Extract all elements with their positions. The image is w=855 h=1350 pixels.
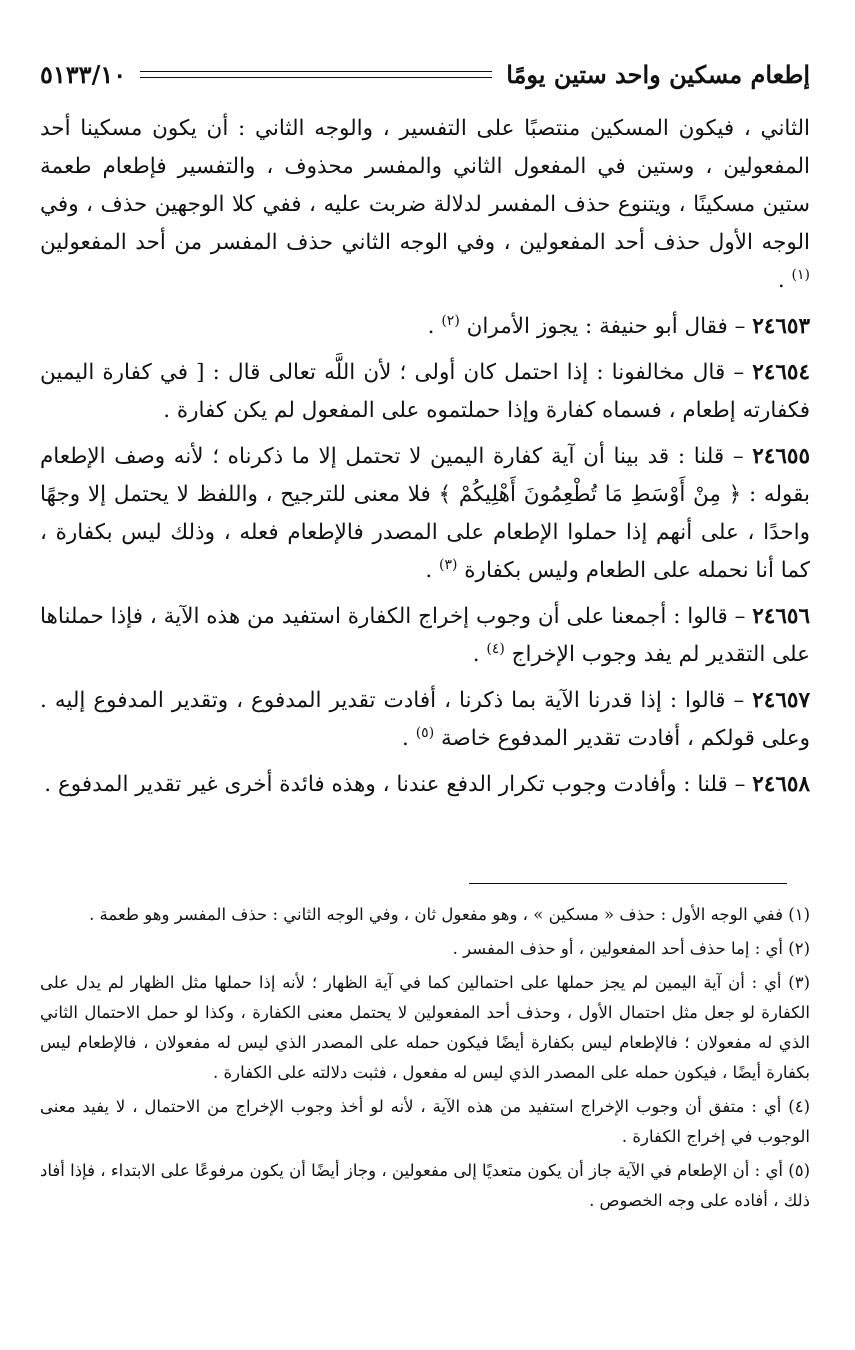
footnote: (٣) أي : أن آية اليمين لم يجز حملها على احتمالين كما في آية الظهار ؛ لأنه إذا حملها مثل الظهار لم يدل على الكفارة لو جعل مثل احتمال الأول ، وحذف أحد المفعولين لا يحتمل معنى الكفارة ، وكذا لو حمل الاحتمال الثاني الذي له مفعولان ؛ فالإطعام ليس بكفارة أيضًا فيكون حمله على المصدر الذي ليس له مفعولان ، فالإطعام ليس بكفارة أيضًا ، فيكون حمله على المصدر الذي ليس له مفعول ، فثبت دلالته على الكفارة . xyxy=(40,973,810,1082)
issue-paragraph: ٢٤٦٥٣ – فقال أبو حنيفة : يجوز الأمران $^{(٢)}$ . xyxy=(427,312,810,339)
issue-number: ٢٤٦٥٣ xyxy=(752,314,810,339)
issue-paragraph: ٢٤٦٥٦ – قالوا : أجمعنا على أن وجوب إخراج الكفارة استفيد من هذه الآية ، فإذا حملناها على التقدير لم يفد وجوب الإخراج $^{(٤)}$ . xyxy=(40,604,810,667)
issue-paragraph: ٢٤٦٥٥ – قلنا : قد بينا أن آية كفارة اليمين لا تحتمل إلا ما ذكرناه ؛ لأنه وصف الإطعام بقوله : ﴿ مِنْ أَوْسَطِ مَا تُطْعِمُونَ أَهْلِيكُمْ ﴾ فلا معنى للترجيح ، واللفظ لا يحتمل إلا وجهًا واحدًا ، على أنهم إذا حملوا الإطعام على المصدر فالإطعام فعله ، وذلك ليس بكفارة ، كما أنا نحمله على الطعام وليس بكفارة $^{(٣)}$ . xyxy=(40,444,810,583)
issue-paragraph: ٢٤٦٥٨ – قلنا : وأفادت وجوب تكرار الدفع عندنا ، وهذه فائدة أخرى غير تقدير المدفوع . xyxy=(44,772,810,797)
issue-text: قلنا : قد بينا أن آية كفارة اليمين لا تحتمل إلا ما ذكرناه ؛ لأنه وصف الإطعام بقوله : xyxy=(40,444,810,507)
issue-paragraph: ٢٤٦٥٧ – قالوا : إذا قدرنا الآية بما ذكرنا ، أفادت تقدير المدفوع ، وتقدير المدفوع إليه . وعلى قولكم ، أفادت تقدير المدفوع خاصة $^{(٥)}$ . xyxy=(40,688,810,751)
intro-text: الثاني ، فيكون المسكين منتصبًا على التفسير ، والوجه الثاني : أن يكون مسكينا أحد المفعولين ، وستين في المفعول الثاني والمفسر محذوف ، والتفسير فإطعام طعمة ستين مسكينًا ، ويتنوع حذف المفسر لدلالة ضربت عليه ، ففي كلا الوجهين حذف ، وفي الوجه الأول حذف أحد المفعولين ، وفي الوجه الثاني حذف المفسر من أحد المفعولين xyxy=(40,116,810,255)
header-rule xyxy=(140,71,492,78)
footnote-ref: (٣) xyxy=(438,556,458,573)
intro-paragraph: الثاني ، فيكون المسكين منتصبًا على التفسير ، والوجه الثاني : أن يكون مسكينا أحد المفعولين ، وستين في المفعول الثاني والمفسر محذوف ، والتفسير فإطعام طعمة ستين مسكينًا ، ويتنوع حذف المفسر لدلالة ضربت عليه ، ففي كلا الوجهين حذف ، وفي الوجه الأول حذف أحد المفعولين ، وفي الوجه الثاني حذف المفسر من أحد المفعولين $^{(١)}$ . xyxy=(40,116,810,293)
issue-text: قال مخالفونا : إذا احتمل كان أولى ؛ لأن اللَّه تعالى قال : [ في كفارة اليمين فكفارته إطعام ، فسماه كفارة وإذا حملتموه على المفعول لم يكن كفارة . xyxy=(40,360,810,423)
footnote-ref: (٢) xyxy=(441,312,460,329)
footnote: (٥) أي : أن الإطعام في الآية جاز أن يكون متعديًا إلى مفعولين ، وجاز أيضًا أن يكون مرفوعًا على الابتداء ، فإذا أفاد ذلك ، أفاده على وجه الخصوص . xyxy=(40,1161,810,1210)
issue-paragraph: ٢٤٦٥٤ – قال مخالفونا : إذا احتمل كان أولى ؛ لأن اللَّه تعالى قال : [ في كفارة اليمين فكفارته إطعام ، فسماه كفارة وإذا حملتموه على المفعول لم يكن كفارة . xyxy=(40,360,810,423)
header-title: إطعام مسكين واحد ستين يومًا xyxy=(506,59,810,89)
footnote-ref: (١) xyxy=(791,266,810,283)
issue-number: ٢٤٦٥٦ xyxy=(752,604,810,629)
issue-number: ٢٤٦٥٨ xyxy=(752,772,810,797)
footnote-separator xyxy=(469,883,787,884)
issue-text-continued: فلا معنى للترجيح ، واللفظ لا يحتمل إلا وجهًا واحدًا ، على أنهم إذا حملوا الإطعام على المصدر فالإطعام فعله ، وذلك ليس بكفارة ، كما أنا نحمله على الطعام وليس بكفارة xyxy=(40,482,810,583)
footnote: (١) ففي الوجه الأول : حذف « مسكين » ، وهو مفعول ثان ، وفي الوجه الثاني : حذف المفسر وهو طعمة . xyxy=(89,905,810,924)
footnote: (٤) أي : متفق أن وجوب الإخراج استفيد من هذه الآية ، لأنه لو أخذ وجوب الإخراج من الاحتمال ، لا يفيد معنى الوجوب في إخراج الكفارة . xyxy=(40,1097,810,1146)
footnote-ref: (٥) xyxy=(415,724,435,741)
issue-text: قالوا : إذا قدرنا الآية بما ذكرنا ، أفادت تقدير المدفوع ، وتقدير المدفوع إليه . وعلى قولكم ، أفادت تقدير المدفوع خاصة xyxy=(40,688,810,751)
issue-number: ٢٤٦٥٥ xyxy=(752,444,810,469)
quran-quote: ﴿ مِنْ أَوْسَطِ مَا تُطْعِمُونَ أَهْلِيكُمْ ﴾ xyxy=(438,482,742,507)
page-number: ٥١٣٣/١٠ xyxy=(40,59,127,89)
running-header xyxy=(40,52,810,96)
footnote: (٢) أي : إما حذف أحد المفعولين ، أو حذف المفسر . xyxy=(452,939,810,958)
footnotes xyxy=(40,900,810,1220)
issue-text: فقال أبو حنيفة : يجوز الأمران xyxy=(466,314,728,339)
issue-text: قلنا : وأفادت وجوب تكرار الدفع عندنا ، وهذه فائدة أخرى غير تقدير المدفوع . xyxy=(44,772,728,797)
issue-text: قالوا : أجمعنا على أن وجوب إخراج الكفارة استفيد من هذه الآية ، فإذا حملناها على التقدير لم يفد وجوب الإخراج xyxy=(40,604,810,667)
main-text xyxy=(40,110,810,812)
issue-number: ٢٤٦٥٧ xyxy=(752,688,810,713)
issue-number: ٢٤٦٥٤ xyxy=(752,360,810,385)
footnote-ref: (٤) xyxy=(486,640,505,657)
